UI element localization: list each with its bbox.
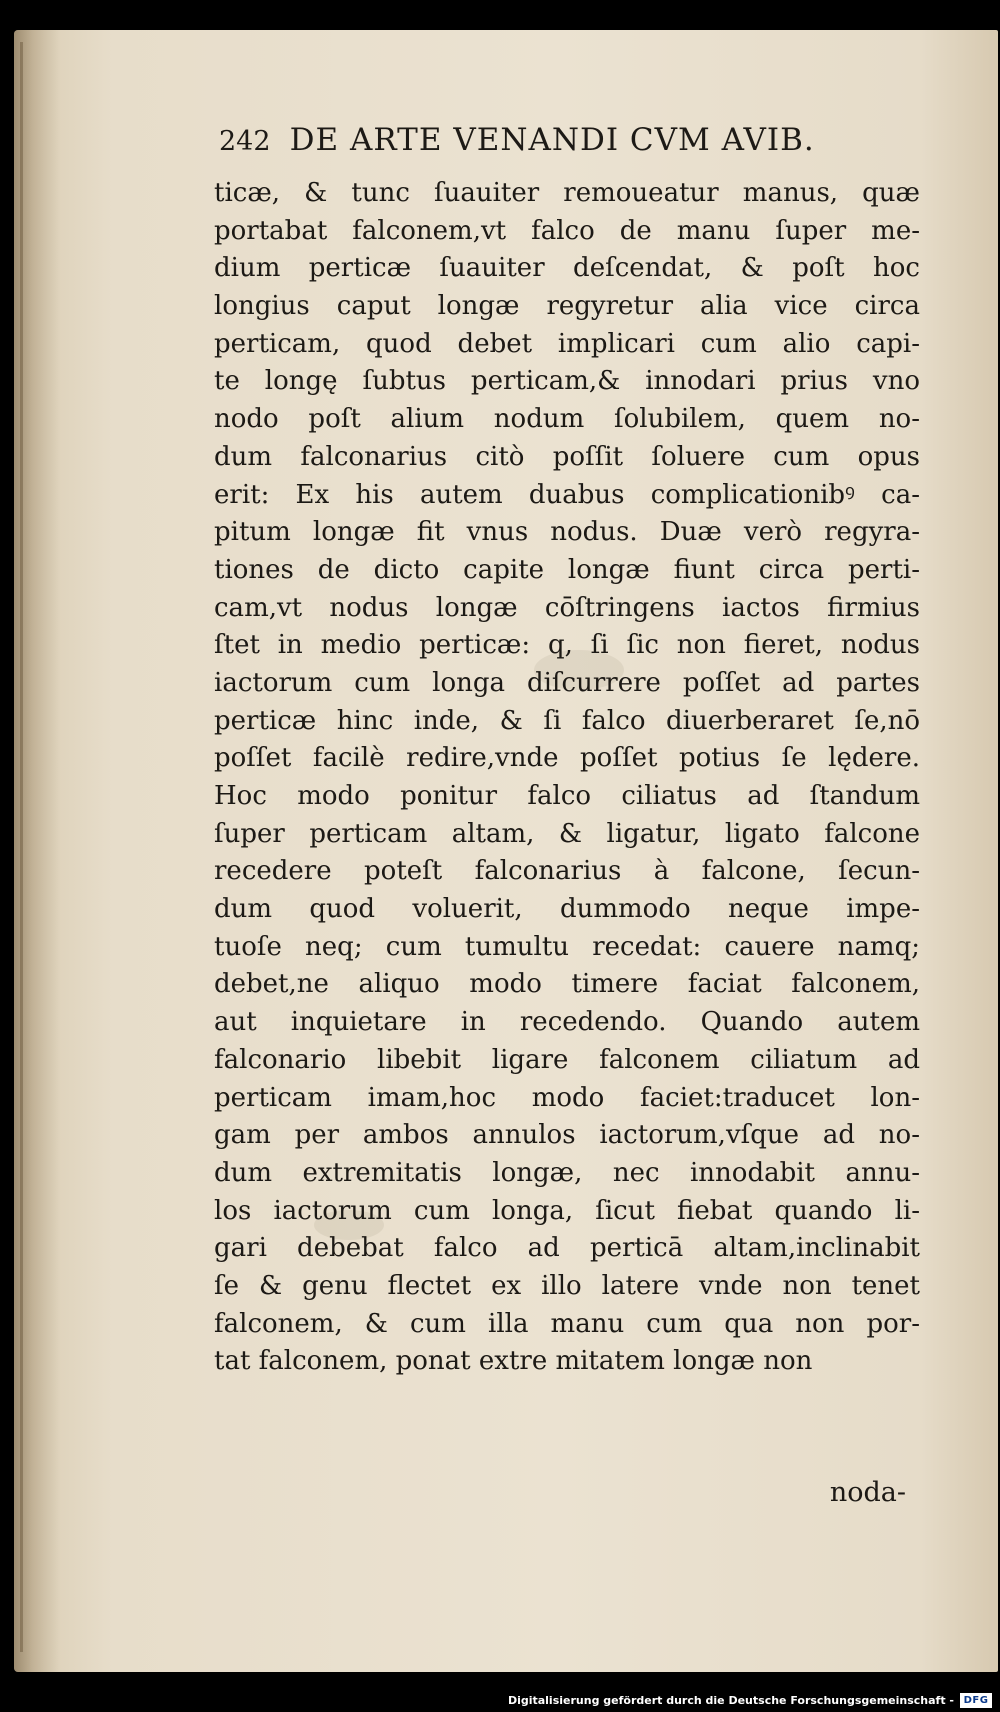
text-line: dium perticæ ſuauiter deſcendat, & poſt hoc bbox=[214, 253, 920, 284]
text-line: longius caput longæ regyretur alia vice circa bbox=[214, 291, 920, 322]
text-line: perticam imam,hoc modo faciet:traducet lon- bbox=[214, 1082, 920, 1113]
book-page bbox=[14, 30, 998, 1672]
text-line: ſe & genu flectet ex illo latere vnde non tenet bbox=[214, 1270, 920, 1301]
text-line: dum falconarius citò poſſit ſoluere cum opus bbox=[214, 441, 920, 472]
text-line: tat falconem, ponat extre mitatem longæ non bbox=[214, 1346, 813, 1377]
text-line: falconem, & cum illa manu cum qua non por- bbox=[214, 1308, 920, 1339]
text-line: aut inquietare in recedendo. Quando autem bbox=[214, 1007, 920, 1038]
digitization-credit: Digitalisierung gefördert durch die Deutsche Forschungsgemeinschaft - bbox=[507, 1694, 954, 1707]
text-line: los iactorum cum longa, ſicut fiebat quando li- bbox=[214, 1195, 920, 1226]
text-line: tiones de dicto capite longæ fiunt circa perti- bbox=[214, 554, 920, 585]
text-line: perticæ hinc inde, & ſi falco diuerberaret ſe,nō bbox=[214, 705, 920, 736]
text-line: tuoſe neq; cum tumultu recedat: cauere namq; bbox=[214, 931, 920, 962]
text-line: ſtet in medio perticæ: q, ſi ſic non fieret, nodus bbox=[214, 630, 920, 661]
text-line: poſſet facilè redire,vnde poſſet potius ſe lędere. bbox=[214, 743, 920, 774]
text-line: cam,vt nodus longæ cōſtringens iactos firmius bbox=[214, 592, 920, 623]
text-line: gari debebat falco ad perticā altam,inclinabit bbox=[214, 1233, 920, 1264]
dfg-logo: DFG bbox=[960, 1693, 992, 1708]
text-line: nodo poſt alium nodum ſolubilem, quem no- bbox=[214, 404, 920, 435]
body-text bbox=[214, 175, 920, 1381]
text-line: iactorum cum longa diſcurrere poſſet ad partes bbox=[214, 667, 920, 698]
page-number: 242 bbox=[219, 126, 271, 157]
text-line: ticæ, & tunc ſuauiter remoueatur manus, quæ bbox=[214, 178, 920, 208]
page-edge bbox=[20, 42, 23, 1652]
text-line: perticam, quod debet implicari cum alio capi- bbox=[214, 328, 920, 359]
text-line: debet,ne aliquo modo timere faciat falconem, bbox=[214, 969, 920, 1000]
running-head-title: DE ARTE VENANDI CVM AVIB. bbox=[289, 122, 815, 158]
text-line: dum quod voluerit, dummodo neque impe- bbox=[214, 894, 920, 925]
text-line: Hoc modo ponitur falco ciliatus ad ſtandum bbox=[214, 781, 920, 811]
text-line: pitum longæ fit vnus nodus. Duæ verò regyra- bbox=[214, 517, 920, 548]
text-line: ſuper perticam altam, & ligatur, ligato falcone bbox=[214, 818, 920, 849]
catchword: noda- bbox=[829, 1477, 906, 1508]
text-line: gam per ambos annulos iactorum,vſque ad no- bbox=[214, 1120, 920, 1151]
text-line: te longę ſubtus perticam,& innodari prius vno bbox=[214, 366, 920, 397]
text-line: erit: Ex his autem duabus complicationibꝰ ca- bbox=[214, 479, 920, 510]
running-head bbox=[219, 122, 919, 168]
text-line: dum extremitatis longæ, nec innodabit annu- bbox=[214, 1157, 920, 1188]
text-line: recedere poteſt falconarius à falcone, ſecun- bbox=[214, 856, 920, 887]
text-line: falconario libebit ligare falconem ciliatum ad bbox=[214, 1044, 920, 1075]
text-line: portabat falconem,vt falco de manu ſuper me- bbox=[214, 215, 920, 246]
